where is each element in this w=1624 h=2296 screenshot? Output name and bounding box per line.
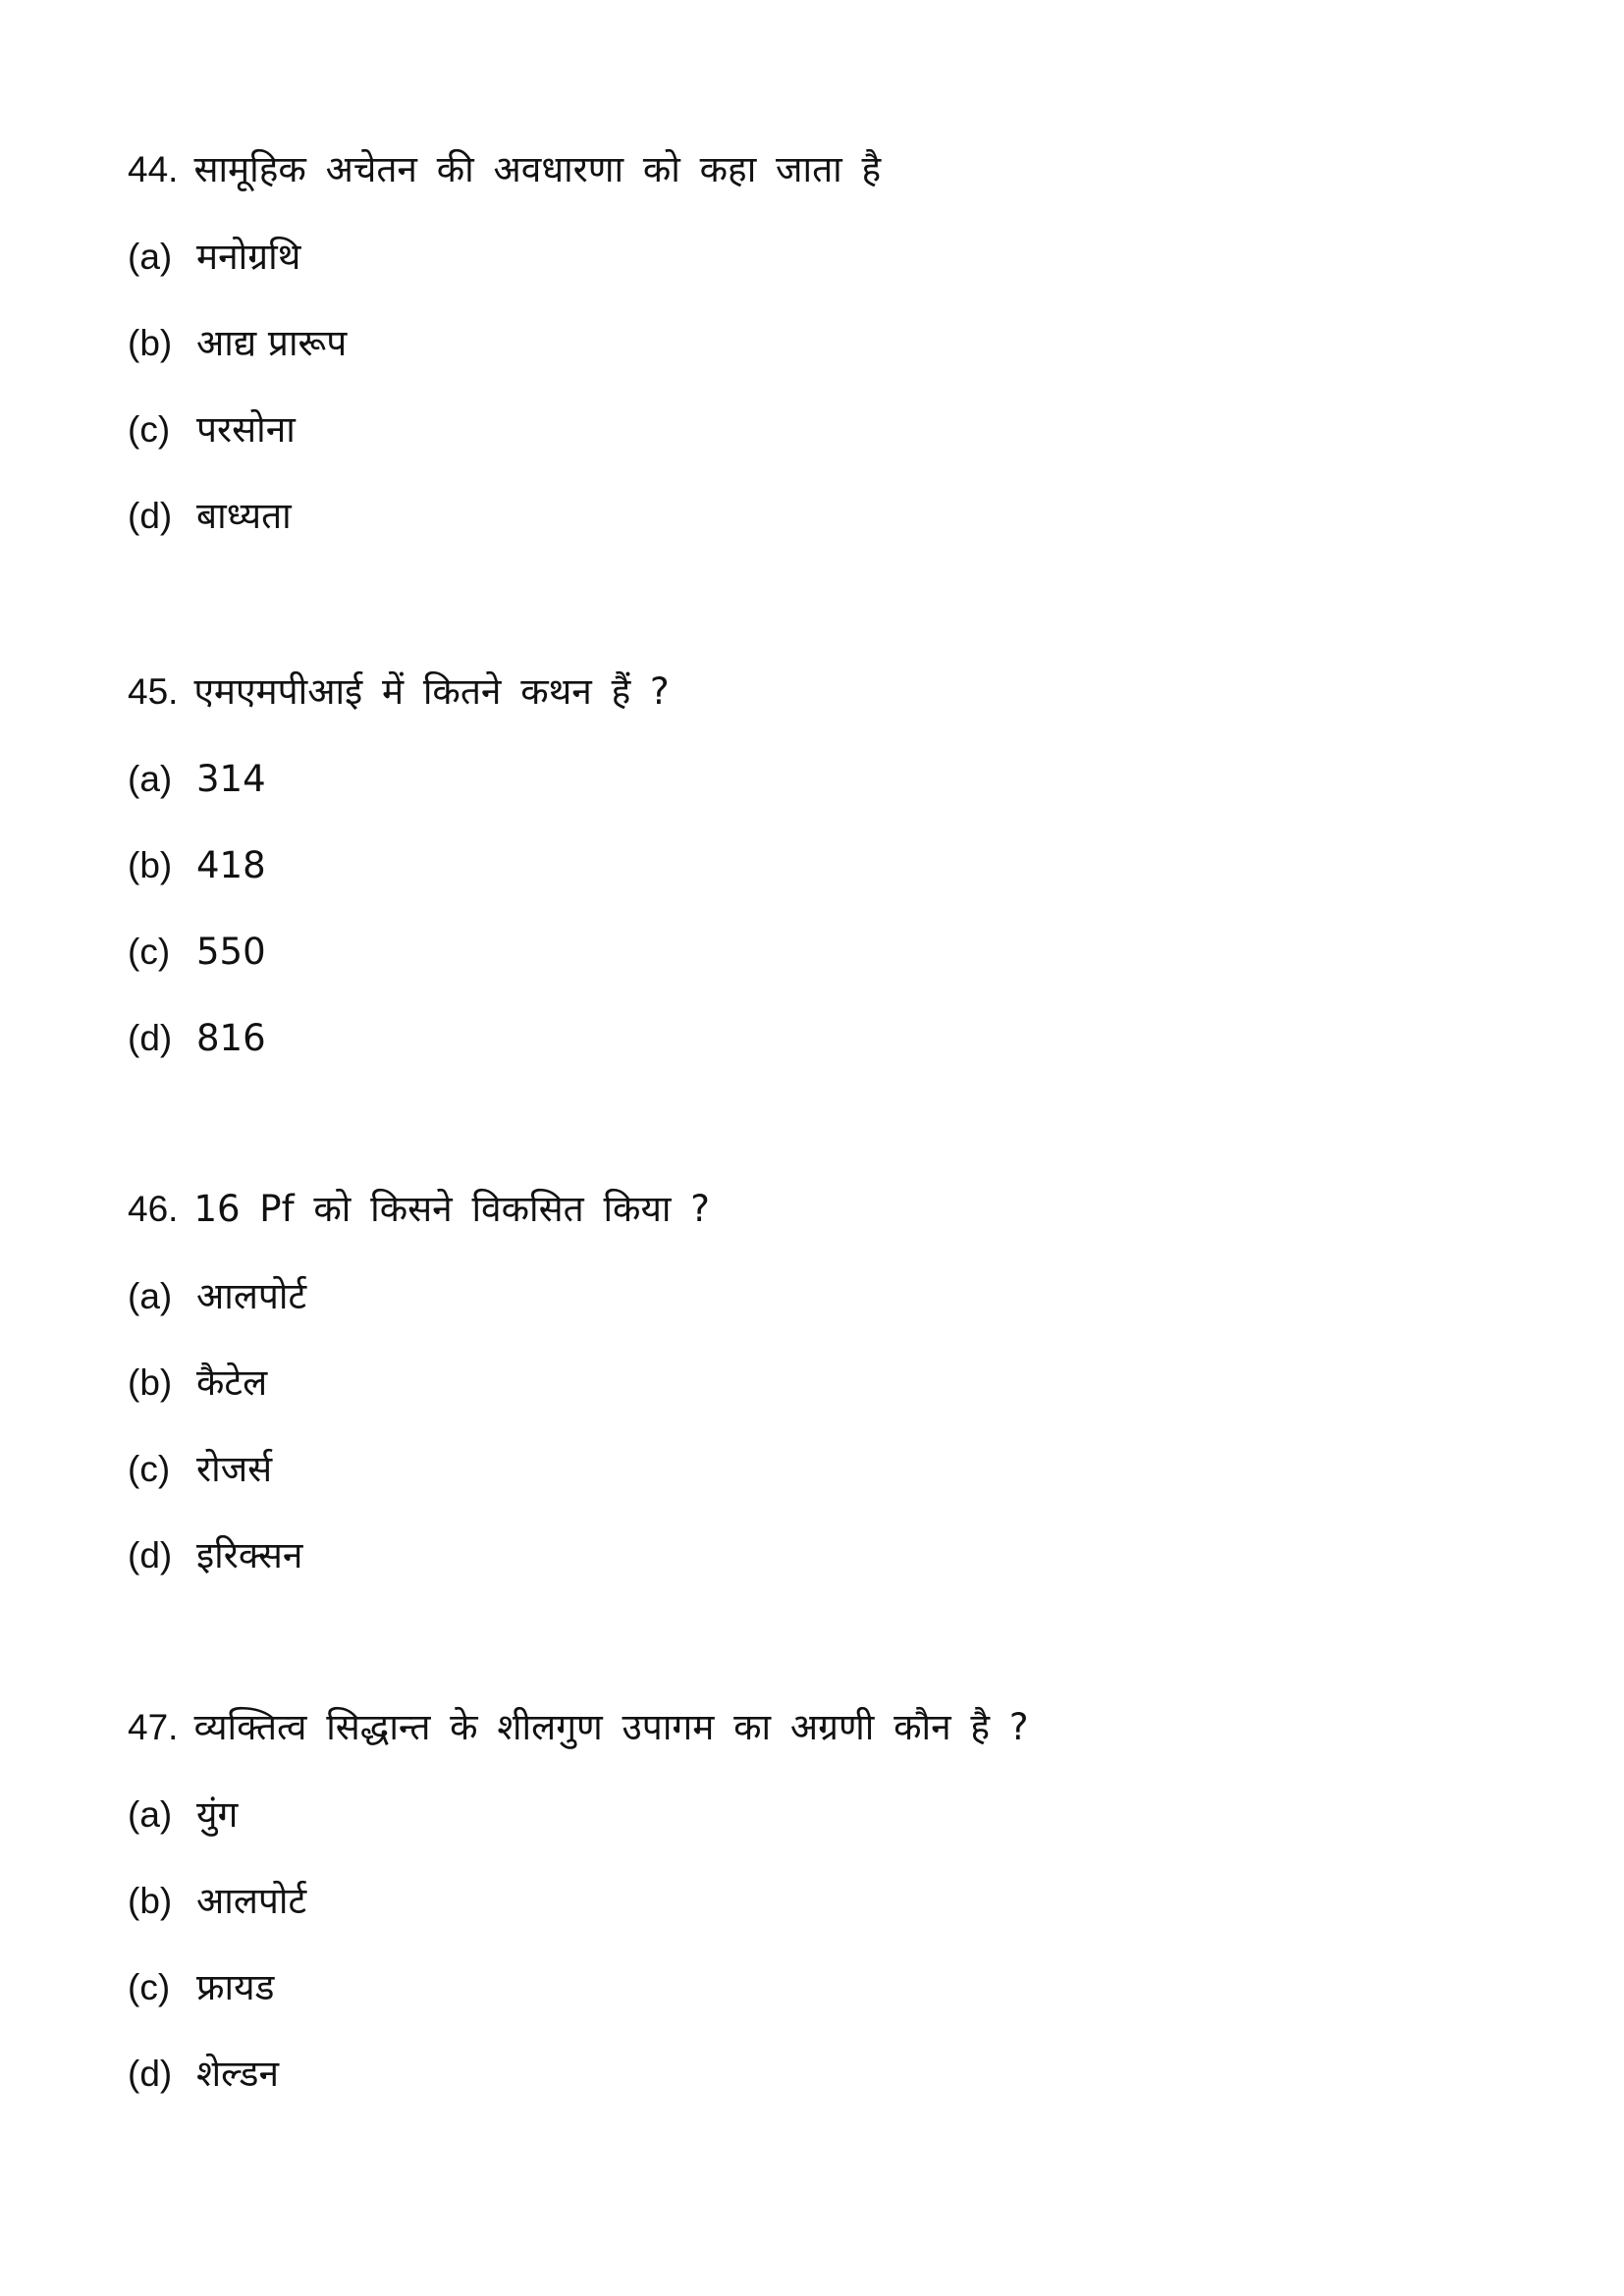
option-a <box>128 230 300 285</box>
question-number: 47. <box>128 1707 179 1747</box>
option-d <box>128 1011 266 1066</box>
option-c <box>128 1442 272 1497</box>
option-label: (c) <box>128 1449 171 1489</box>
question-stem <box>128 142 881 197</box>
option-text: फ्रायड <box>196 1966 275 2008</box>
option-c <box>128 1960 274 2015</box>
question-text: सामूहिक अचेतन की अवधारणा को कहा जाता है <box>193 148 882 190</box>
question-number: 44. <box>128 149 179 189</box>
option-text: कैटेल <box>196 1362 268 1404</box>
option-text: आद्य प्रारूप <box>196 322 348 364</box>
option-text: इरिक्सन <box>196 1534 303 1576</box>
option-label: (c) <box>128 1967 171 2007</box>
option-label: (d) <box>128 1018 173 1058</box>
option-text: युंग <box>196 1793 239 1836</box>
question-stem <box>128 1700 1028 1755</box>
option-label: (b) <box>128 1362 173 1403</box>
option-d <box>128 1528 302 1583</box>
option-b <box>128 316 347 371</box>
option-text: 418 <box>196 844 266 886</box>
option-text: 314 <box>196 758 266 800</box>
option-text: 816 <box>196 1017 266 1059</box>
option-label: (b) <box>128 323 173 363</box>
option-text: शेल्डन <box>196 2053 279 2095</box>
option-a <box>128 1269 306 1324</box>
option-label: (d) <box>128 1535 173 1575</box>
option-a <box>128 1788 238 1842</box>
option-d <box>128 2047 279 2102</box>
option-text: आलपोर्ट <box>196 1880 307 1922</box>
option-text: आलपोर्ट <box>196 1275 307 1317</box>
option-text: मनोग्रथि <box>196 236 301 278</box>
option-b <box>128 1356 267 1411</box>
question-number: 46. <box>128 1189 179 1229</box>
option-label: (d) <box>128 2054 173 2094</box>
question-text: 16 Pf को किसने विकसित किया ? <box>193 1188 710 1230</box>
question-stem <box>128 1182 710 1237</box>
option-label: (b) <box>128 845 173 885</box>
option-c <box>128 402 296 457</box>
option-a <box>128 752 266 807</box>
question-number: 45. <box>128 671 179 712</box>
option-label: (a) <box>128 759 173 799</box>
option-text: परसोना <box>196 408 296 451</box>
option-text: बाध्यता <box>196 495 292 537</box>
option-b <box>128 838 266 893</box>
option-d <box>128 489 292 544</box>
question-text: एमएमपीआई में कितने कथन हैं ? <box>193 670 670 713</box>
option-b <box>128 1874 306 1929</box>
option-label: (c) <box>128 932 171 972</box>
option-c <box>128 925 266 980</box>
option-label: (a) <box>128 1794 173 1835</box>
option-label: (b) <box>128 1881 173 1921</box>
option-text: रोजर्स <box>196 1448 273 1490</box>
option-label: (a) <box>128 237 173 277</box>
question-stem <box>128 665 670 720</box>
option-text: 550 <box>196 931 266 973</box>
option-label: (c) <box>128 409 171 450</box>
question-text: व्यक्तित्व सिद्धान्त के शीलगुण उपागम का अग्रणी कौन है ? <box>193 1706 1029 1748</box>
option-label: (a) <box>128 1276 173 1316</box>
option-label: (d) <box>128 496 173 536</box>
